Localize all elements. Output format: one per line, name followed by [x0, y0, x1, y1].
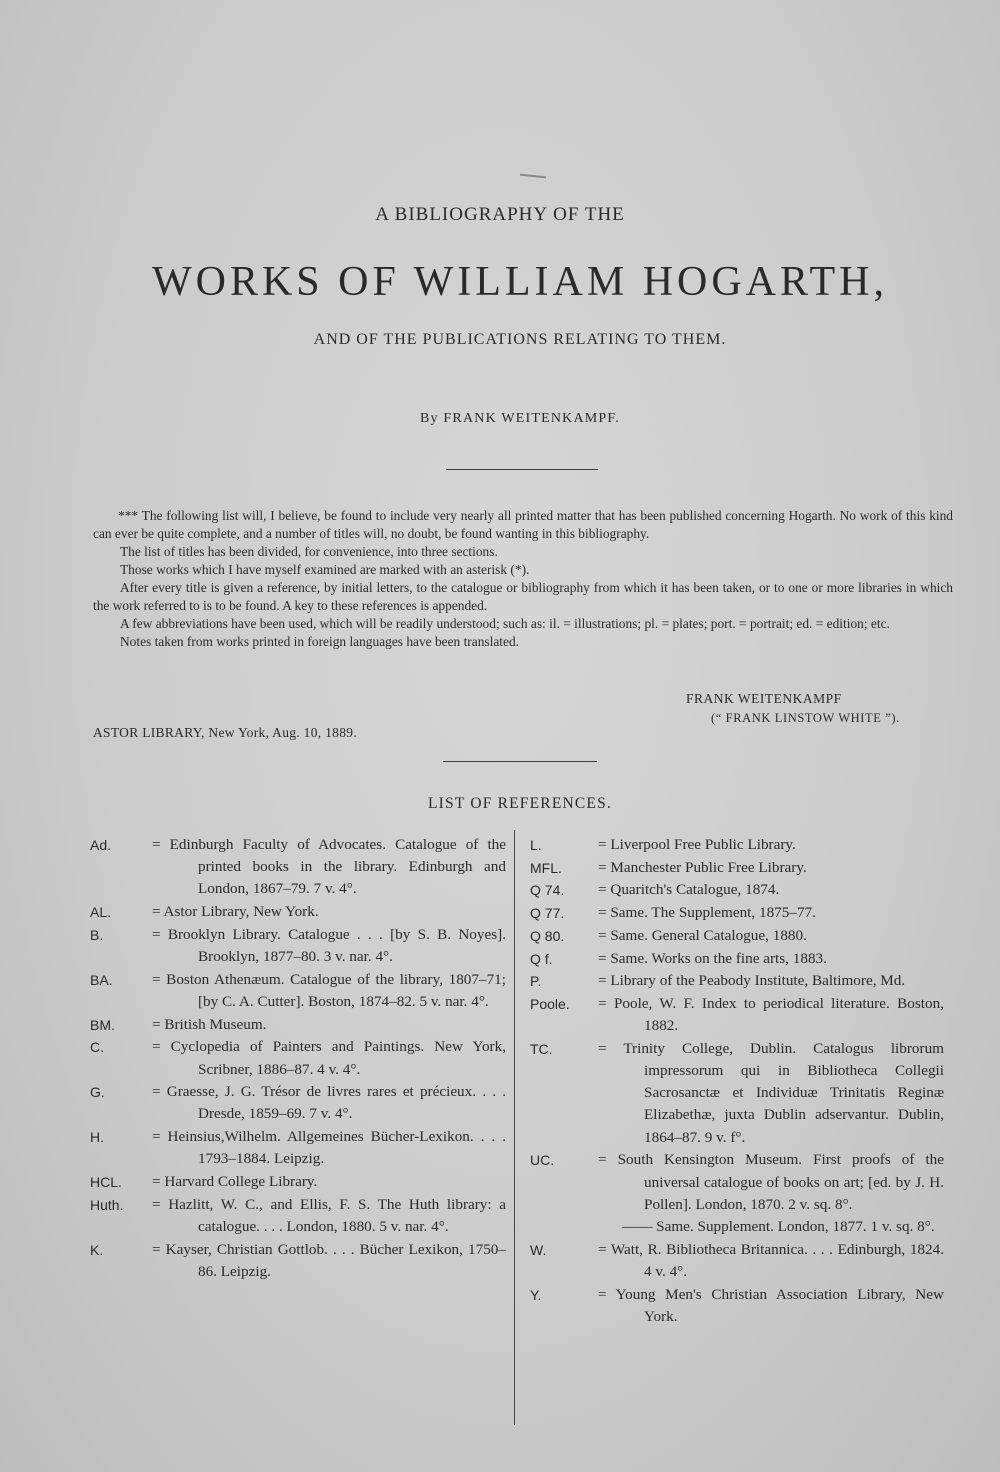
reference-text: = Hazlitt, W. C., and Ellis, F. S. The Huth library: a catalogue. . . . London, 1880. 5 v. nar. 4°. — [152, 1195, 506, 1235]
reference-entry — [530, 1038, 944, 1149]
intro-paragraph: A few abbreviations have been used, which will be readily understood; such as: il. = illustrations; pl. = plates; port. = portrait; ed. = edition; etc. — [120, 616, 890, 631]
reference-text: = Library of the Peabody Institute, Baltimore, Md. — [598, 972, 906, 990]
reference-text: = Brooklyn Library. Catalogue . . . [by S. B. Noyes]. Brooklyn, 1877–80. 3 v. nar. 4°. — [152, 925, 506, 966]
reference-entry — [90, 1171, 506, 1193]
header-subtitle: AND OF THE PUBLICATIONS RELATING TO THEM. — [313, 331, 727, 348]
reference-entry — [90, 901, 506, 923]
reference-text: = Edinburgh Faculty of Advocates. Catalogue of the printed books in the library. Edinburgh and London, 1867–79. 7 v. 4°. — [152, 836, 506, 898]
reference-abbr: G. — [90, 1084, 105, 1101]
reference-entry — [530, 879, 944, 901]
reference-text: = Poole, W. F. Index to periodical literature. Boston, 1882. — [598, 994, 944, 1035]
reference-entry — [530, 834, 944, 856]
reference-text: = South Kensington Museum. First proofs of the universal catalogue of books on art; [ed. by J. H. Pollen]. London, 1870. 2 v. sq. 8°. — [598, 1151, 944, 1213]
references-title: LIST OF REFERENCES. — [428, 795, 612, 812]
printer-mark — [520, 174, 546, 179]
reference-text: = Young Men's Christian Association Library, New York. — [598, 1286, 944, 1326]
reference-abbr: TC. — [530, 1040, 553, 1057]
divider-rule-2 — [443, 761, 597, 762]
reference-abbr: Q 80. — [530, 927, 565, 944]
reference-entry — [530, 1149, 944, 1216]
reference-abbr: BM. — [90, 1016, 115, 1033]
reference-text: = Harvard College Library. — [152, 1173, 318, 1191]
divider-rule-1 — [446, 469, 598, 470]
header-line-1: A BIBLIOGRAPHY OF THE — [375, 204, 625, 225]
reference-entry — [90, 924, 506, 968]
reference-entry — [90, 1081, 506, 1125]
intro-paragraph: Notes taken from works printed in foreign languages have been translated. — [120, 634, 519, 649]
reference-abbr: HCL. — [90, 1174, 122, 1191]
reference-abbr: P. — [530, 973, 542, 990]
reference-entry — [90, 1014, 506, 1036]
signature-name: FRANK WEITENKAMPF — [686, 691, 842, 706]
reference-abbr: UC. — [530, 1152, 555, 1169]
signature-alias: (“ FRANK LINSTOW WHITE ”). — [711, 711, 900, 725]
reference-text: = Liverpool Free Public Library. — [598, 836, 796, 853]
intro-notes — [93, 507, 953, 651]
reference-abbr: Q 77. — [530, 905, 565, 922]
reference-entry — [530, 1239, 944, 1283]
reference-text: = British Museum. — [152, 1015, 267, 1033]
reference-abbr: AL. — [90, 904, 112, 921]
reference-text: = Graesse, J. G. Trésor de livres rares et précieux. . . . Dresde, 1859–69. 7 v. 4°. — [152, 1083, 506, 1123]
reference-text: = Boston Athenæum. Catalogue of the library, 1807–71; [by C. A. Cutter]. Boston, 1874–82. 5 v. nar. 4°. — [152, 970, 506, 1010]
reference-text: = Manchester Public Free Library. — [598, 858, 807, 876]
reference-entry — [90, 969, 506, 1013]
references-left-column — [90, 834, 506, 1284]
reference-abbr: H. — [90, 1129, 104, 1146]
reference-entry — [90, 834, 506, 901]
reference-abbr: MFL. — [530, 859, 562, 876]
reference-text: = Astor Library, New York. — [152, 903, 319, 921]
reference-abbr: B. — [90, 926, 104, 943]
intro-paragraph: The list of titles has been divided, for convenience, into three sections. — [120, 544, 498, 559]
reference-abbr: K. — [90, 1241, 104, 1258]
reference-entry — [90, 1126, 506, 1170]
page-title: WORKS OF WILLIAM HOGARTH, — [151, 259, 888, 305]
author-line: By FRANK WEITENKAMPF. — [419, 411, 620, 426]
reference-text: = Cyclopedia of Painters and Paintings. New York, Scribner, 1886–87. 4 v. 4°. — [152, 1038, 506, 1078]
reference-entry — [90, 1239, 506, 1283]
reference-abbr: Y. — [530, 1287, 542, 1304]
reference-abbr: Huth. — [90, 1196, 124, 1213]
reference-entry — [530, 902, 944, 924]
reference-text: = Same. Works on the fine arts, 1883. — [598, 949, 827, 967]
reference-text: = Watt, R. Bibliotheca Britannica. . . . Edinburgh, 1824. 4 v. 4°. — [598, 1241, 944, 1281]
intro-paragraph: *** The following list will, I believe, be found to include very nearly all printed matter that has been published concerning Hogarth. No work of this kind can ever be quite complete, and a number of titles will, no doubt, be found wanting in this bibliography. — [93, 508, 953, 541]
reference-abbr: L. — [530, 837, 542, 853]
column-divider — [514, 830, 515, 1425]
reference-abbr: C. — [90, 1039, 104, 1056]
reference-abbr: Poole. — [530, 995, 570, 1012]
reference-text: = Quaritch's Catalogue, 1874. — [598, 881, 780, 899]
references-right-column — [530, 834, 944, 1329]
reference-entry — [90, 1036, 506, 1080]
reference-text: = Heinsius,Wilhelm. Allgemeines Bücher-Lexikon. . . . 1793–1884. Leipzig. — [152, 1128, 506, 1168]
reference-entry — [530, 993, 944, 1037]
reference-abbr: Q 74. — [530, 882, 565, 899]
reference-text: —— Same. Supplement. London, 1877. 1 v. sq. 8°. — [622, 1218, 935, 1236]
reference-text: = Kayser, Christian Gottlob. . . . Bücher Lexikon, 1750–86. Leipzig. — [152, 1240, 506, 1280]
reference-text: = Trinity College, Dublin. Catalogus librorum impressorum qui in Bibliotheca Collegii Sacrosanctæ et Individuæ Trinitatis Reginæ Elizabethæ, juxta Dublin adservantur. Dublin, 1864–87. 9 v. f°. — [598, 1039, 944, 1146]
reference-entry — [530, 1284, 944, 1328]
reference-entry — [90, 1194, 506, 1238]
reference-entry — [530, 970, 944, 992]
intro-paragraph: After every title is given a reference, by initial letters, to the catalogue or bibliography from which it has been taken, or to one or more libraries in which the work referred to is to be found. A key to these references is appended. — [93, 580, 953, 613]
reference-text: = Same. The Supplement, 1875–77. — [598, 904, 816, 922]
signature-place-date: ASTOR LIBRARY, New York, Aug. 10, 1889. — [93, 725, 357, 740]
reference-abbr: W. — [530, 1242, 547, 1259]
reference-entry — [530, 925, 944, 947]
intro-paragraph: Those works which I have myself examined are marked with an asterisk (*). — [120, 562, 530, 577]
reference-abbr: Ad. — [90, 837, 112, 853]
reference-entry — [530, 857, 944, 879]
reference-text: = Same. General Catalogue, 1880. — [598, 926, 807, 944]
reference-entry — [530, 948, 944, 970]
reference-sub-entry — [530, 1216, 944, 1238]
reference-abbr: Q f. — [530, 950, 553, 967]
reference-abbr: BA. — [90, 971, 113, 988]
